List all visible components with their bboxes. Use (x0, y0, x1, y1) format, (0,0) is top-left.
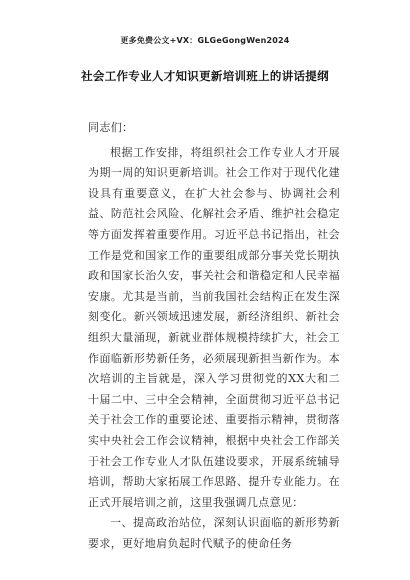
salutation: 同志们： (88, 121, 134, 134)
section-heading: 一、提高政治站位，深刻认识面临的新形势新要求，更好地肩负起时代赋予的使命任务 (88, 516, 340, 550)
document-body (88, 118, 340, 554)
body-paragraph: 根据工作安排，将组织社会工作专业人才开展为期一周的知识更新培训。社会工作对于现代化建设具有重要意义，在扩大社会参与、协调社会利益、防范社会风险、化解社会矛盾、维护社会稳定等方面发挥着重要作用。习近平总书记指出，社会工作是党和国家工作的重要组成部分事关党长期执政和国家长治久安，事关社会和谐稳定和人民幸福安康。尤其是当前，当前我国社会结构正在发生深刻变化。新兴领域迅速发展，新经济组织、新社会组织大量涌现，新就业群体规模持续扩大，社会工作面临新形势新任务，必须展现新担当新作为。本次培训的主旨就是，深入学习贯彻党的XX大和二十届二中、三中全会精神，全面贯彻习近平总书记关于社会工作的重要论述、重要指示精神，贯彻落实中央社会工作会议精神，根据中央社会工作部关于社会工作专业人才队伍建设要求，开展系统辅导培训，帮助大家拓展工作思路、提升专业能力。在正式开展培训之前，这里我强调几点意见： (88, 145, 340, 509)
document-title: 社会工作专业人才知识更新培训班上的讲话提纲 (81, 69, 329, 83)
header-note: 更多免费公文+VX：GLGeGongWen2024 (120, 36, 290, 45)
